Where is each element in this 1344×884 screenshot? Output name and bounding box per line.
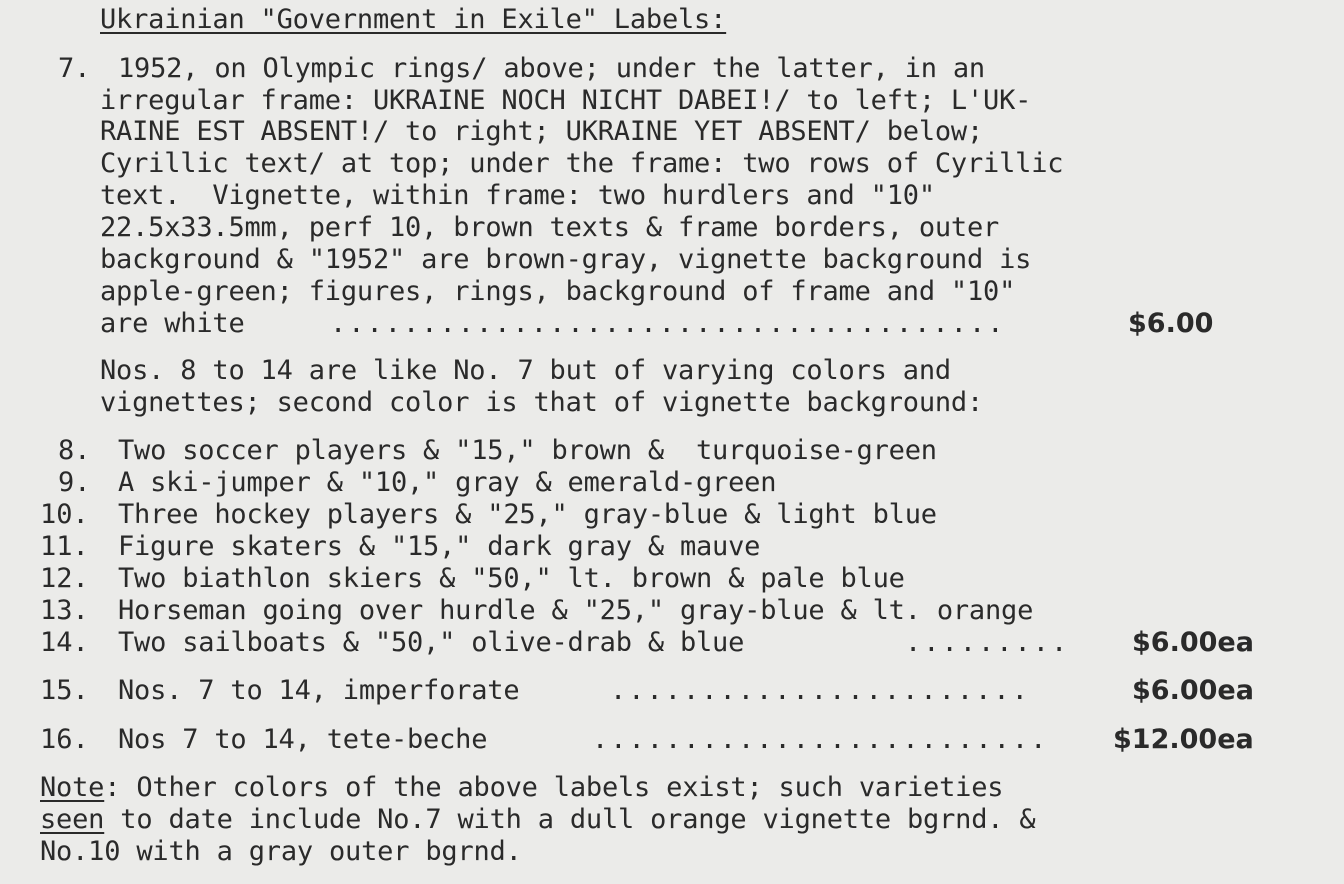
item-number: 7. (58, 53, 91, 84)
item-number: 10. (40, 499, 89, 530)
item-text: Horseman going over hurdle & "25," gray-blue & lt. orange (118, 595, 1034, 626)
item-number: 11. (40, 531, 89, 562)
item-text: Figure skaters & "15," dark gray & mauve (118, 531, 761, 562)
note-line (40, 772, 1003, 804)
item-text: Three hockey players & "25," gray-blue & light blue (118, 499, 937, 530)
item-number: 12. (40, 563, 89, 594)
item-number: 13. (40, 595, 89, 626)
leader-dots: ......................... (592, 724, 1049, 755)
page-heading: Ukrainian "Government in Exile" Labels: (100, 4, 727, 35)
item7-line: 1952, on Olympic rings/ above; under the latter, in an (118, 53, 985, 84)
item-text: Two soccer players & "15," brown & turquoise-green (118, 435, 937, 466)
item-number: 14. (40, 627, 89, 658)
item7-line: background & "1952" are brown-gray, vignette background is (100, 244, 1032, 275)
item7-line: Cyrillic text/ at top; under the frame: two rows of Cyrillic (100, 148, 1064, 179)
intro-line: vignettes; second color is that of vignette background: (100, 387, 984, 418)
item-number: 8. (58, 435, 91, 466)
item7-line: RAINE EST ABSENT!/ to right; UKRAINE YET ABSENT/ below; (100, 116, 984, 147)
item7-line: 22.5x33.5mm, perf 10, brown texts & frame borders, outer (100, 212, 1000, 243)
leader-dots: ......... (905, 627, 1070, 658)
note-label: Note (40, 772, 105, 803)
note-underlined-word: seen (40, 804, 105, 835)
leader-dots: ..................................... (330, 308, 1006, 339)
price: $6.00ea (1132, 627, 1254, 658)
item-number: 15. (40, 675, 89, 706)
price: $6.00 (1128, 308, 1214, 339)
price: $12.00ea (1113, 724, 1254, 755)
leader-dots: ....................... (610, 675, 1030, 706)
note-text: : Other colors of the above labels exist; such varieties (104, 772, 1004, 803)
item-text: Two sailboats & "50," olive-drab & blue (118, 627, 745, 658)
intro-line: Nos. 8 to 14 are like No. 7 but of varying colors and (100, 355, 951, 386)
item-text: A ski-jumper & "10," gray & emerald-green (118, 467, 777, 498)
item7-line: text. Vignette, within frame: two hurdlers and "10" (100, 180, 935, 211)
note-text: to date include No.7 with a dull orange vignette bgrnd. & (104, 804, 1036, 835)
item-number: 9. (58, 467, 91, 498)
item-text: Nos. 7 to 14, imperforate (118, 675, 520, 706)
item-number: 16. (40, 724, 89, 755)
price: $6.00ea (1132, 675, 1254, 706)
item7-line: irregular frame: UKRAINE NOCH NICHT DABEI!/ to left; L'UK- (100, 85, 1032, 116)
item7-line: apple-green; figures, rings, background of frame and "10" (100, 276, 1016, 307)
item-text: Two biathlon skiers & "50," lt. brown & pale blue (118, 563, 905, 594)
note-line: No.10 with a gray outer bgrnd. (40, 836, 522, 867)
item-text: Nos 7 to 14, tete-beche (118, 724, 488, 755)
note-line (40, 804, 1035, 836)
item7-line: are white (100, 308, 245, 339)
